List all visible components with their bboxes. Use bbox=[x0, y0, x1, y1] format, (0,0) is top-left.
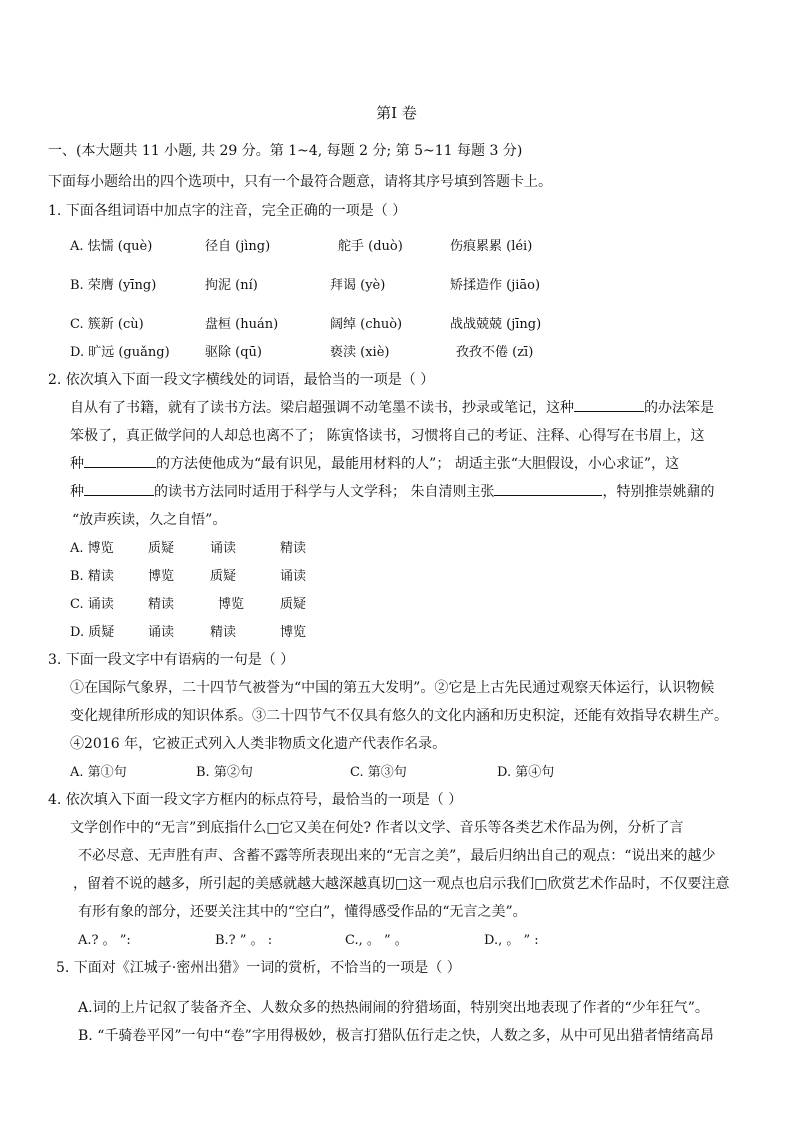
q2-stem: 2. 依次填入下面一段文字横线处的词语，最恰当的一项是（ ） bbox=[48, 372, 435, 388]
q2-option: 诵读 bbox=[148, 625, 175, 640]
q4-passage-line: 文学创作中的“无言”到底指什么□它又美在何处? 作者以文学、音乐等各类艺术作品为例，分析了言 bbox=[70, 820, 684, 836]
q1-stem: 1. 下面各组词语中加点字的注音，完全正确的一项是（ ） bbox=[48, 203, 407, 219]
q3-passage-line: ①在国际气象界，二十四节气被誉为“中国的第五大发明”。②它是上古先民通过观察天体运行，认识物候 bbox=[70, 680, 715, 696]
q1-option: B. 荣膺 (yīng) bbox=[70, 278, 157, 293]
q4-option: A.? 。 ”: bbox=[78, 933, 131, 948]
q2-passage-line: 种 的读书方法同时适用于科学与人文学科； 朱自清则主张 ，特别推崇姚鼐的 bbox=[70, 481, 714, 501]
q2-passage-line: “放声疾读，久之自悟”。 bbox=[72, 512, 227, 528]
q1-option: 驱除 (qū) bbox=[205, 345, 262, 360]
q2-passage-line: 自从有了书籍，就有了读书方法。梁启超强调不动笔墨不读书，抄录或笔记，这种 的办法笨是 bbox=[70, 397, 714, 417]
q2-option: 精读 bbox=[148, 597, 175, 612]
q3-stem: 3. 下面一段文字中有语病的一句是（ ） bbox=[48, 652, 295, 668]
q4-passage-line: 有形有象的部分，还要关注其中的“空白”，懂得感受作品的“无言之美”。 bbox=[78, 904, 527, 920]
q1-option: 亵渎 (xiè) bbox=[330, 345, 390, 360]
q2-option: 质疑 bbox=[148, 541, 175, 556]
q2-option: 诵读 bbox=[210, 541, 237, 556]
q3-passage-line: ④2016 年，它被正式列入人类非物质文化遗产代表作名录。 bbox=[70, 736, 447, 752]
q3-option: B. 第②句 bbox=[196, 765, 253, 780]
fill-blank bbox=[494, 481, 602, 496]
q1-option: A. 怯懦 (què) bbox=[70, 239, 153, 254]
fill-blank bbox=[574, 397, 644, 412]
q1-option: 盘桓 (huán) bbox=[205, 317, 279, 332]
fill-blank bbox=[84, 453, 156, 468]
q3-passage-line: 变化规律所形成的知识体系。③二十四节气不仅具有悠久的文化内涵和历史积淀，还能有效指导农耕生产。 bbox=[70, 708, 728, 724]
q2-option: 博览 bbox=[280, 625, 307, 640]
q4-passage-line: 不必尽意、无声胜有声、含蓄不露等所表现出来的“无言之美”，最后归纳出自己的观点：“说出来的越少 bbox=[78, 848, 716, 864]
q1-option: 阔绰 (chuò) bbox=[330, 317, 403, 332]
q1-option: 伤痕累累 (léi) bbox=[450, 239, 533, 254]
q1-option: D. 旷远 (guǎng) bbox=[70, 345, 170, 360]
q1-option: 拘泥 (ní) bbox=[205, 278, 258, 293]
q1-option: 舵手 (duò) bbox=[338, 239, 403, 254]
q1-option: 矫揉造作 (jiāo) bbox=[450, 278, 541, 293]
q4-passage-line: ，留着不说的越多，所引起的美感就越大越深越真切□这一观点也启示我们□欣赏艺术作品时，不仅要注意 bbox=[73, 876, 730, 892]
section-header: 一、(本大题共 11 小题, 共 29 分。第 1~4, 每题 2 分; 第 5~11 每题 3 分) bbox=[48, 143, 523, 159]
q4-stem: 4. 依次填入下面一段文字方框内的标点符号，最恰当的一项是（ ） bbox=[48, 792, 463, 808]
q1-option: 径自 (jìng) bbox=[205, 239, 271, 254]
q1-option: 拜谒 (yè) bbox=[330, 278, 386, 293]
q2-option: 质疑 bbox=[280, 597, 307, 612]
q2-option: B. 精读 bbox=[70, 569, 114, 584]
q4-option: D., 。 ” : bbox=[484, 933, 539, 948]
q2-option: 精读 bbox=[210, 625, 237, 640]
q2-passage-line: 种 的方法使他成为“最有识见，最能用材料的人”； 胡适主张“大胆假设，小心求证”，这 bbox=[70, 453, 679, 473]
q2-option: C. 诵读 bbox=[70, 597, 114, 612]
q2-option: 诵读 bbox=[280, 569, 307, 584]
q2-option: 博览 bbox=[148, 569, 175, 584]
q2-option: 精读 bbox=[280, 541, 307, 556]
page-title: 第Ⅰ 卷 bbox=[376, 104, 417, 122]
q3-option: D. 第④句 bbox=[497, 765, 555, 780]
q1-option: 战战兢兢 (jīng) bbox=[450, 317, 542, 332]
section-instruction: 下面每小题给出的四个选项中，只有一个最符合题意，请将其序号填到答题卡上。 bbox=[48, 174, 552, 190]
q1-option: C. 簇新 (cù) bbox=[70, 317, 144, 332]
q4-option: B.? ” 。 : bbox=[215, 933, 273, 948]
q4-option: C., 。 ” 。 bbox=[345, 933, 408, 948]
q2-option: 博览 bbox=[218, 597, 245, 612]
q5-stem: 5. 下面对《江城子·密州出猎》一词的赏析，不恰当的一项是（ ） bbox=[56, 960, 461, 976]
q3-option: C. 第③句 bbox=[350, 765, 407, 780]
q5-option: B. “千骑卷平冈”一句中“卷”字用得极妙，极言打猎队伍行走之快，人数之多，从中可见出猎者情绪高昂 bbox=[78, 1028, 714, 1044]
q1-option: 孜孜不倦 (zī) bbox=[456, 345, 534, 360]
q2-option: A. 博览 bbox=[70, 541, 114, 556]
q3-option: A. 第①句 bbox=[70, 765, 127, 780]
q5-option: A.词的上片记叙了装备齐全、人数众多的热热闹闹的狩猎场面，特别突出地表现了作者的“少年狂气”。 bbox=[78, 1000, 709, 1016]
q2-option: D. 质疑 bbox=[70, 625, 115, 640]
fill-blank bbox=[84, 481, 154, 496]
q2-option: 质疑 bbox=[210, 569, 237, 584]
q2-passage-line: 笨极了，真正做学问的人却总也离不了； 陈寅恪读书，习惯将自己的考证、注释、心得写在书眉上，这 bbox=[70, 428, 705, 444]
